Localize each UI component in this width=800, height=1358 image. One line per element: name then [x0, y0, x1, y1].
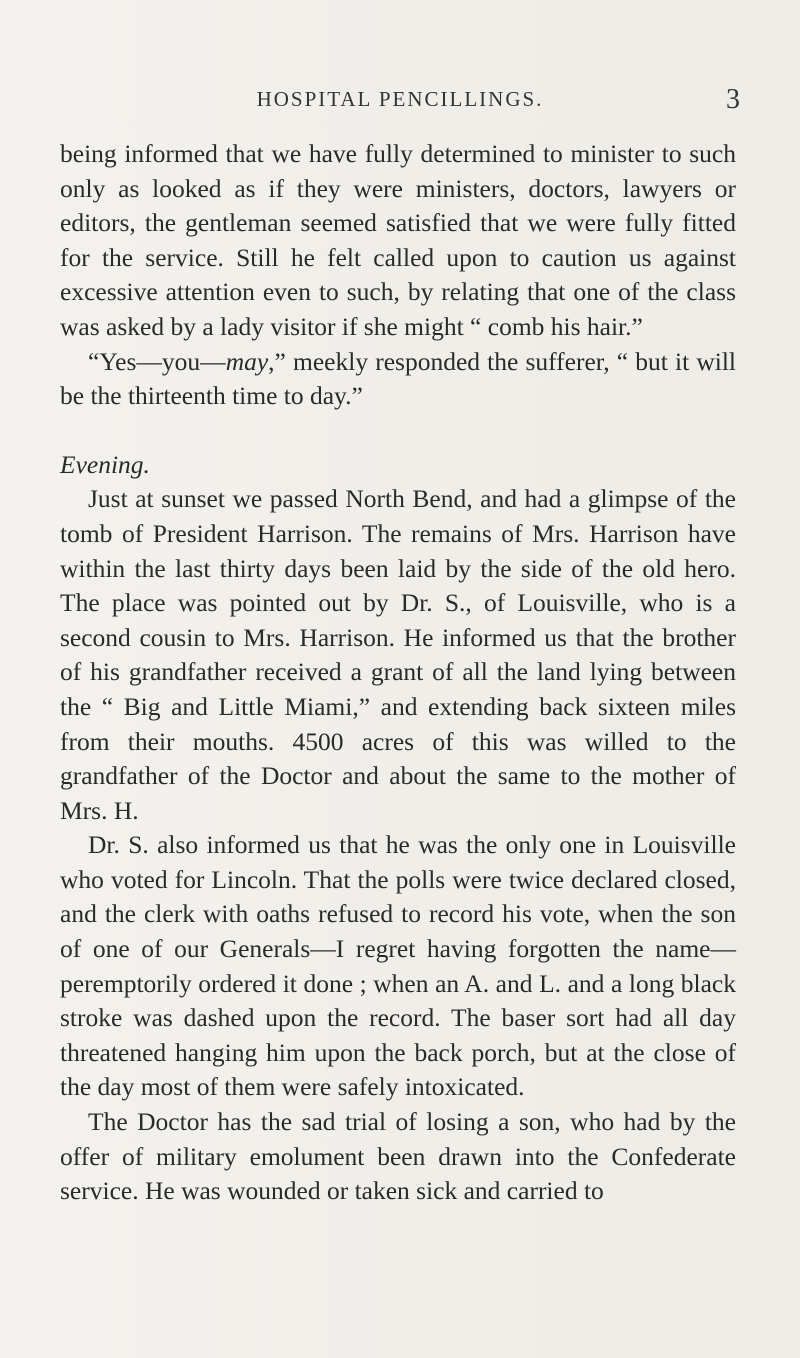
- paragraph-5: The Doctor has the sad trial of losing a son, who had by the offer of military emolument been drawn into the Confederate service. He was wounded or taken sick and carried to: [60, 1107, 736, 1206]
- paragraph-2-after: ,” meekly responded the sufferer, “ but it will be the thirteenth time to day.”: [60, 346, 736, 411]
- paragraph-4: Dr. S. also informed us that he was the only one in Louisville who voted for Lincoln. That the polls were twice declared closed, and the clerk with oaths refused to record his vote, when the son of one of our Generals—I regret having forgotten the name—peremptorily ordered it done ; when an A. and L. and a long black stroke was dashed upon the record. The baser sort had all day threatened hanging him upon the back porch, but at the close of the day most of them were safely intoxicated.: [60, 830, 736, 1102]
- paragraph-2-emphasis: may: [225, 346, 269, 376]
- paragraph-2-before: “Yes—you—: [88, 346, 226, 376]
- body-text: [60, 137, 736, 1209]
- paragraph-3: Just at sunset we passed North Bend, and had a glimpse of the tomb of President Harrison. The remains of Mrs. Harrison have within the last thirty days been laid by the side of the old hero. The place was pointed out by Dr. S., of Louisville, who is a second cousin to Mrs. Harrison. He informed us that the brother of his grandfather received a grant of all the land lying between the “ Big and Little Miami,” and extending back sixteen miles from their mouths. 4500 acres of this was willed to the grandfather of the Doctor and about the same to the mother of Mrs. H.: [60, 484, 736, 825]
- running-title: HOSPITAL PENCILLINGS.: [256, 87, 544, 111]
- page-number: 3: [726, 84, 740, 115]
- paragraph-1: being informed that we have fully determined to minister to such only as looked as if they were ministers, doctors, lawyers or editors, the gentleman seemed satisfied that we were fully fitted for the service. Still he felt called upon to caution us against excessive attention even to such, by relating that one of the class was asked by a lady visitor if she might “ comb his hair.”: [60, 139, 736, 341]
- paragraph-2: [60, 345, 736, 414]
- running-head: [60, 84, 740, 123]
- section-heading: Evening.: [60, 449, 150, 479]
